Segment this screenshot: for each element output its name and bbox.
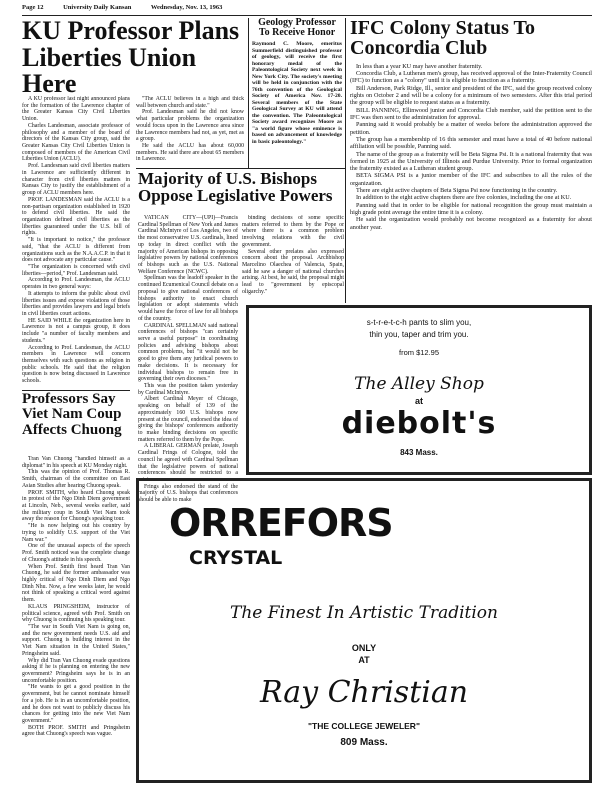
paragraph: VATICAN CITY—(UPI)—Francis Cardinal Spellman of New York and James Cardinal McIntyre of Los Angeles, two of the most conservative U.S. cardinals, lined up today in direct conflict with the majority of American bishops in opposing legislative powers by national conferences of bishops such as the U.S. National Welfare Conference (NCWC). <box>138 215 238 275</box>
paragraph: The group has a membership of 16 this semester and must have a total of 40 before national affiliation will be possible, Panning said. <box>350 135 592 151</box>
paragraph: "It is important to notice," the professor said, "that the ACLU is different from organizations such as the N.A.A.C.P. in that it does not advocate any particular cause." <box>22 237 130 264</box>
paragraph: According to Prof. Landesman, the ACLU operates in two general ways: <box>22 277 130 291</box>
paragraph: When Prof. Smith first heard Tran Van Chuong, he said the former ambassador was highly critical of Ngo Dinh Diem and Ngo Dinh Nhu. Now, a few weeks later, he would not think of speaking a critical word against them. <box>22 563 130 604</box>
paragraph: "The ACLU believes in a high and thick wall between church and state." <box>136 96 244 109</box>
paragraph: Panning said that in order to be eligible for national recognition the group must maintain a high grade point average the entire time it is a colony. <box>350 201 592 217</box>
geo-headline: Geology Professor To Receive Honor <box>258 18 336 39</box>
paragraph: This was the opinion of Prof. Thomas R. Smith, chairman of the committee on East Asian Studies after hearing Chuong speak. <box>22 469 130 489</box>
viet-headline: Professors Say Viet Nam Coup Affects Chuong <box>22 392 122 438</box>
ad-at: AT <box>358 655 370 665</box>
orrefors-tagline: The Finest In Artistic Tradition <box>230 603 498 623</box>
viet-article-header <box>22 392 132 456</box>
paragraph: Several other prelates also expressed concern about the proposal. Archbishop Marcelino Olaechea of Valencia, Spain, said he saw a danger of national churches arising. At best, he said, the proposal might lead to "government by episcopal oligarchy." <box>242 248 344 295</box>
section-rule <box>136 168 345 169</box>
paragraph: Bill Anderson, Park Ridge, Ill., senior and president of the IFC, said the group received colony rights on October 2 and will be a colony for a minimum of two semesters. After this trial period the group will be eligible to request status as a fraternity. <box>350 84 592 107</box>
paragraph: Frings also endorsed the stand of the majority of U.S. bishops that conferences should be able to make <box>138 483 238 504</box>
paragraph: "He wants to get a good position in the government, but he cannot nominate himself for a job. He is in an uncomfortable position, and he does not want to publicly discuss his chances for getting into the new Viet Nam government." <box>22 684 130 725</box>
paragraph: BETA SIGMA PSI is a junior member of the IFC and subscribes to all the rules of the organization. <box>350 172 592 187</box>
paragraph: Concordia Club, a Lutheran men's group, has received approval of the Inter-Fraternity Council (IFC) to function as a "colony" until it is eligible to function as a fraternity. <box>350 70 592 85</box>
column-rule <box>345 18 346 303</box>
ad-line-2: thin you, taper and trim you. <box>369 330 469 339</box>
paragraph: Prof. Landesman said civil liberties matters in Lawrence are sufficiently different in character from civil liberties matters in Kansas City to justify the establishment of a group of ACLU members here. <box>22 163 130 197</box>
paragraph: Tran Van Chuong "handled himself as a diplomat" in his speech at KU Monday night. <box>22 456 130 469</box>
kup-column-1 <box>22 96 130 388</box>
paragraph: PROF. SMITH, who heard Chuong speak in protest of the Ngo Dinh Diem government at Lincoln, Neb., several weeks earlier, said the military coup in South Viet Nam took away the reason for Chuong's speaking tour. <box>22 489 130 523</box>
ad-address: 843 Mass. <box>400 448 438 457</box>
paragraph: He said the organization would probably not become recognized as a fraternity for about another year. <box>350 216 592 231</box>
viet-body <box>22 456 130 784</box>
ad-price: from $12.95 <box>398 348 440 357</box>
section-rule <box>22 390 130 391</box>
bishops-article-header <box>138 170 344 216</box>
paragraph: Charles Landesman, associate professor of philosophy and a member of the board of directors of the Kansas City group, said the Greater Kansas City Civil Liberties Union is composed of members of the American Civil Liberties Union (ACLU). <box>22 122 130 163</box>
ifc-body <box>350 63 592 231</box>
paragraph: According to Prof. Landesman, the ACLU members in Lawrence will concern themselves with such questions as religion in public schools. He said that the religion question is now being discussed in Lawrence schools. <box>22 344 130 385</box>
orrefors-brand: ORREFORS <box>169 501 393 545</box>
kup-headline: KU Professor Plans Liberties Union Here <box>22 18 240 96</box>
paragraph: "The war in South Viet Nam is going on, and the new government needs U.S. aid and support. Chuong is building interest in the Viet Nam situation in the United States," Pringsheim said. <box>22 623 130 657</box>
ray-christian-logo: Ray Christian <box>259 675 469 710</box>
paragraph: binding decisions of some specific matters referred to them by the Pope or where there is a common problem involving relations with the civil government. <box>242 215 344 248</box>
ifc-article <box>350 18 592 303</box>
paragraph: HE SAID WHILE the organization here in Lawrence is not a campus group, it does include "a number of faculty members and students." <box>22 317 130 344</box>
paragraph: Prof. Landesman said he did not know what particular problems the organization would focus upon in the Lawrence area since the Lawrence members had not, as yet, met as a group. <box>136 109 244 143</box>
bishops-column-2 <box>242 215 344 300</box>
page-folio <box>22 4 592 14</box>
alley-shop-name: The Alley Shop <box>354 374 484 394</box>
alley-shop-ad <box>246 305 592 475</box>
bishops-headline: Majority of U.S. Bishops Oppose Legislative Powers <box>138 170 333 206</box>
paragraph: Panning said it would probably be a matter of weeks before the administration approved the petition. <box>350 121 592 136</box>
paragraph: Spellman was the leadoff speaker in the continued Ecumenical Council debate on a proposal to give national conferences of bishops authority to enact church legislation or adopt statements which would have the force of law for all bishops of the country. <box>138 275 238 322</box>
paper-name: University Daily Kansan <box>63 4 132 11</box>
paragraph: Albert Cardinal Meyer of Chicago, speaking on behalf of 139 of the approximately 160 U.S. bishops now present at the council, endorsed the idea of giving the bishops' conferences authority to make binding decisions on specific matters referred to them by the Pope. <box>138 396 238 443</box>
top-rule <box>22 15 592 16</box>
orrefors-ad <box>136 478 592 783</box>
paragraph: In addition to the eight active chapters there are five colonies, including the one at KU. <box>356 194 572 202</box>
paragraph: It attempts to inform the public about civil liberties issues and expose violations of those liberties and provides lawyers and legal briefs in civil liberties court actions. <box>22 290 130 317</box>
geo-article <box>252 18 342 168</box>
orrefors-product: CRYSTAL <box>189 547 283 569</box>
column-rule <box>248 18 249 168</box>
ad-line-1: s-t-r-e-t-c-h pants to slim you, <box>366 318 472 327</box>
geo-body: Raymond C. Moore, emeritus Summerfield distinguished professor of geology, will receive the first honorary medal of the Paleontological Society next week in New York City. The society's meeting will be held in conjunction with the 76th convention of the Geological Society of America Nov. 17-20. Several members of the State Geological Survey at KU will attend the convention. The Paleontological Society award recognizes Moore as "a world figure whose eminence is based on advancement of knowledge in basic paleontology." <box>252 41 342 145</box>
diebolts-logo: diebolt's <box>341 406 497 441</box>
kup-article-header <box>22 18 244 96</box>
paragraph: BOTH PROF. SMITH and Pringsheim agree that Chuong's speech was vague. <box>22 724 130 738</box>
paragraph: There are eight active chapters of Beta Sigma Psi now functioning in the country. <box>356 187 558 195</box>
paragraph: In less than a year KU may have another fraternity. <box>356 62 483 70</box>
kup-column-2 <box>136 96 244 168</box>
paragraph: "The organization is concerned with civil liberties—period," Prof. Landesman said. <box>22 263 130 277</box>
ad-only: ONLY <box>351 643 377 653</box>
paragraph: PROF. LANDESMAN said the ACLU is a non-partisan organization established in 1920 to defend civil liberties. He said the organization defined civil liberties as the liberties guaranteed under the U.S. bill of rights. <box>22 196 130 237</box>
ad-at: at <box>414 396 423 406</box>
paragraph: CARDINAL SPELLMAN said national conferences of bishops "can certainly serve a useful purpose" in coordinating policies and advising bishops about common problems, but "it would not be good to give them any juridical powers to make decisions. It is necessary for individual bishops to remain free in governing their own dioceses." <box>138 322 238 383</box>
paragraph: BILL PANNING, Ellinwood junior and Concordia Club member, said the petition sent to the IFC was then sent to the administration for approval. <box>350 106 592 121</box>
issue-date: Wednesday, Nov. 13, 1963 <box>150 4 223 11</box>
paragraph: "He is now helping out his country by trying to solidify U.S. support of the Viet Nam war." <box>22 523 130 543</box>
paragraph: A KU professor last night announced plans for the formation of the Lawrence chapter of the Greater Kansas City Civil Liberties Union. <box>22 96 130 123</box>
ifc-headline: IFC Colony Status To Concordia Club <box>350 18 536 60</box>
paragraph: This was the position taken yesterday by Cardinal McIntyre. <box>138 382 238 396</box>
page-number: Page 12 <box>22 4 44 11</box>
paragraph: KLAUS PRINGSHEIM, instructor of political science, agreed with Prof. Smith on why Chuong is continuing his speaking tour. <box>22 603 130 624</box>
paragraph: He said the ACLU has about 60,000 members. He said there are about 65 members in Lawrence. <box>136 143 244 163</box>
ad-address: 809 Mass. <box>340 737 388 748</box>
paragraph: Why did Tran Van Chuong evade questions asking if he is planning on entering the new government? Pringsheim says he is in an uncomfortable position. <box>22 657 130 684</box>
jeweler-slogan: "THE COLLEGE JEWELER" <box>308 721 420 731</box>
paragraph: The name of the group as a fraternity will be Beta Sigma Psi. It is a national fraternity that was formed in 1925 at the University of Illinois and Purdue University. Prior to formal organization the fraternity existed as a Lutheran student group. <box>350 150 592 173</box>
paragraph: One of the unusual aspects of the speech Prof. Smith noticed was the complete change of Chuong's attitude in his speech. <box>22 543 130 563</box>
paragraph: A LIBERAL GERMAN prelate, Joseph Cardinal Frings of Cologne, told the council he agreed with Cardinal Spellman that the legislative powers of national conferences should be restricted to a minimum. <box>138 443 238 484</box>
